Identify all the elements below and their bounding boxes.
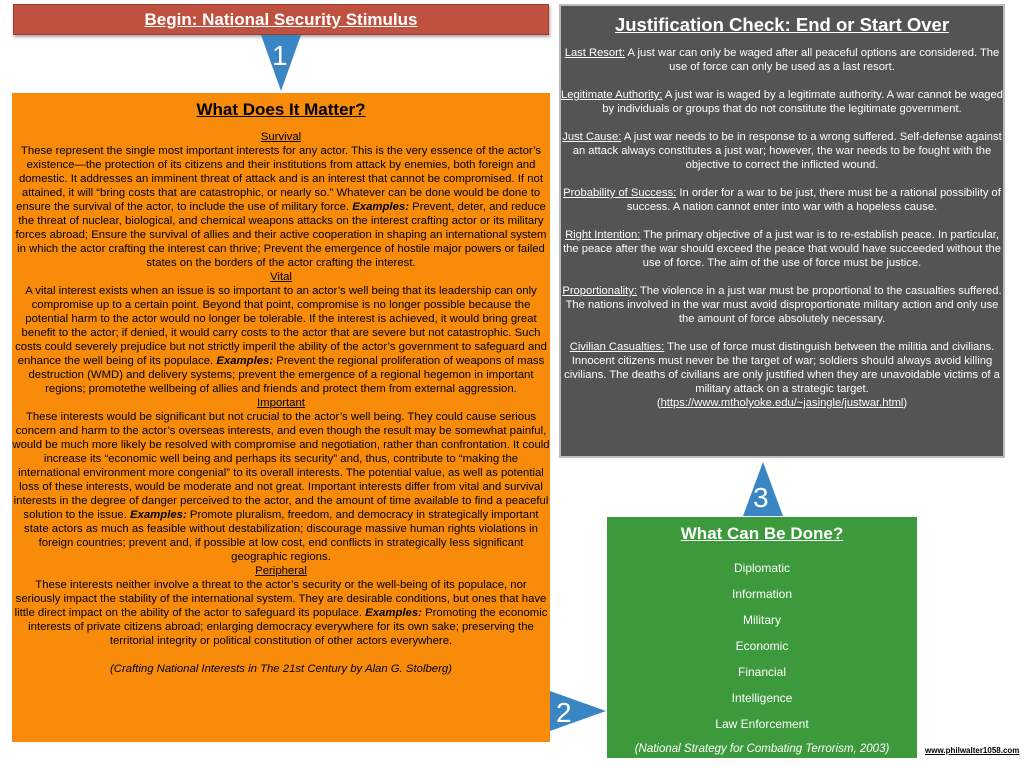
justification-list (561, 46, 1003, 410)
justification-item (561, 228, 1003, 270)
source-open-paren: ( (656, 397, 661, 409)
done-item-intelligence: Intelligence (731, 691, 793, 705)
justification-check-box (559, 4, 1005, 458)
justification-label: Right Intention: (565, 229, 641, 241)
justification-label: Probability of Success: (563, 187, 677, 199)
important-examples-label: Examples: (130, 509, 187, 521)
arrow-2-label: 2 (556, 697, 572, 728)
justification-label: Proportionality: (562, 285, 637, 297)
source-close-paren: ) (903, 397, 908, 409)
important-paragraph (12, 410, 550, 564)
peripheral-examples-label: Examples: (365, 607, 422, 619)
justification-item (561, 186, 1003, 214)
important-heading: Important (257, 397, 305, 409)
justification-item (561, 284, 1003, 326)
justification-text: In order for a war to be just, there must be a rational possibility of success. A nation cannot enter into war with a hopeless cause. (626, 187, 1001, 213)
justification-text: A just war is waged by a legitimate authority. A war cannot be waged by individuals or groups that do not constitute the legitimate government. (602, 89, 1003, 115)
peripheral-heading: Peripheral (255, 565, 307, 577)
survival-examples: Prevent, deter, and reduce the threat of nuclear, biological, and chemical weapons attacks on the interest crafting actor or its military forces abroad; Ensure the survival of allies and their active cooperation in shaping an international system in which the actor crafting the interest can thrive; Prevent the emergence of hostile major powers or failed states on the borders of the actor crafting the interest. (15, 201, 547, 269)
peripheral-paragraph (12, 578, 550, 648)
done-credit: (National Strategy for Combating Terrorism, 2003) (634, 743, 890, 755)
what-can-be-done-box (607, 517, 917, 758)
justification-text: The primary objective of a just war is to re-establish peace. In particular, the peace after the war should exceed the peace that would have succeeded without the use of force. The aim of the use of force must be justice. (563, 229, 1001, 269)
arrow-1-label: 1 (272, 40, 288, 71)
justification-item (561, 340, 1003, 410)
vital-examples-label: Examples: (216, 355, 274, 367)
survival-text: These represent the single most important interests for any actor. This is the very essence of the actor’s existence—the protection of its citizens and their institutions from attack by enemies, both foreign and domestic. It addresses an imminent threat of attack and is an interest that cannot be compromised. If not attained, it will “bring costs that are catastrophic, or nearly so.” Whatever can be done would be done to ensure the survival of the actor, to include the use of military force. (16, 145, 543, 213)
justification-item (561, 46, 1003, 74)
justification-label: Civilian Casualties: (569, 341, 665, 353)
justification-title: Justification Check: End or Start Over (614, 14, 950, 35)
justification-text: The use of force must distinguish between the militia and civilians. Innocent citizens must never be the target of war; soldiers should always avoid killing civilians. The deaths of civilians are only justified when they are unavoidable victims of a military attack on a strategic target. (564, 341, 1000, 395)
matter-title: What Does It Matter? (196, 100, 366, 119)
begin-title: Begin: National Security Stimulus (144, 10, 418, 29)
begin-box (13, 4, 549, 35)
survival-examples-label: Examples: (352, 201, 409, 213)
justification-text: A just war can only be waged after all peaceful options are considered. The use of force can only be used as a last resort. (625, 47, 1000, 73)
vital-text: A vital interest exists when an issue is so important to an actor’s well being that its leadership can only compromise up to a certain point. Beyond that point, compromise is no longer possible because the potential harm to the actor would no longer be tolerable. If the interest is achieved, it would bring great benefit to the actor; if denied, it would carry costs to the actor that are severe but not catastrophic. Such costs could severely prejudice but not strictly imperil the ability of the actor’s government to safeguard and enhance the well being of its populace. (15, 285, 547, 367)
justification-text: The violence in a just war must be proportional to the casualties suffered. The nations involved in the war must avoid disproportionate military action and only use the amount of force absolutely necessary. (565, 285, 1002, 325)
site-url-link[interactable]: www.philwalter1058.com (925, 746, 1020, 755)
vital-heading: Vital (270, 271, 292, 283)
done-item-economic: Economic (735, 639, 789, 653)
vital-examples: Prevent the regional proliferation of weapons of mass destruction (WMD) and delivery systems; prevent the emergence of a regional hegemon in important regions; promotethe wellbeing of allies and friends and protect them from external aggression. (28, 355, 545, 395)
what-does-it-matter-box (12, 93, 550, 742)
justification-text: A just war needs to be in response to a wrong suffered. Self-defense against an attack always constitutes a just war; however, the war needs to be fought with the objective to correct the inflicted wound. (572, 131, 1002, 171)
done-item-law-enforcement: Law Enforcement (715, 717, 809, 731)
justification-label: Just Cause: (562, 131, 622, 143)
peripheral-examples: Promoting the economic interests of private citizens abroad; enlarging democracy everywhere for its own sake; preserving the territorial integrity or political constitution of other actors everywhere. (28, 607, 548, 647)
vital-paragraph (12, 284, 550, 396)
done-item-financial: Financial (737, 665, 787, 679)
done-item-diplomatic: Diplomatic (733, 561, 790, 575)
justification-item (561, 88, 1003, 116)
arrow-3-label: 3 (753, 482, 769, 513)
survival-heading: Survival (260, 131, 302, 143)
survival-paragraph (12, 144, 550, 270)
done-item-military: Military (743, 613, 781, 627)
justification-label: Last Resort: (564, 47, 626, 59)
done-item-information: Information (731, 587, 793, 601)
justification-item (561, 130, 1003, 172)
justification-label: Legitimate Authority: (561, 89, 663, 101)
important-text: These interests would be significant but not crucial to the actor’s well being. They could cause serious concern and harm to the actor’s overseas interests, and even though the result may be somewhat painful, would be much more likely be resolved with compromise and negotiation, rather than confrontation. It could increase its “economic well being and perhaps its security” and, thus, contribute to “making the international environment more congenial” to its overall interests. The potential value, as well as potential loss of these interests, would be moderate and not great. Important interests differ from vital and survival interests in the degree of danger perceived to the actor, and the amount of time available to find a peaceful solution to the issue. (12, 411, 550, 521)
justification-source (561, 396, 1003, 410)
justification-source-link[interactable]: https://www.mtholyoke.edu/~jasingle/justwar.html (660, 397, 904, 409)
matter-credit: (Crafting National Interests in The 21st Century by Alan G. Stolberg) (110, 663, 452, 675)
done-title: What Can Be Done? (680, 524, 844, 543)
peripheral-text: These interests neither involve a threat to the actor’s security or the well-being of its populace, nor seriously impact the stability of the international system. They are desirable conditions, but ones that have little direct impact on the ability of the actor to safeguard its populace. (14, 579, 547, 619)
important-examples: Promote pluralism, freedom, and democracy in strategically important state actors as much as feasible without destabilization; discourage massive human rights violations in foreign countries; prevent and, if possible at low cost, end conflicts in strategically less significant geographic regions. (24, 509, 539, 563)
